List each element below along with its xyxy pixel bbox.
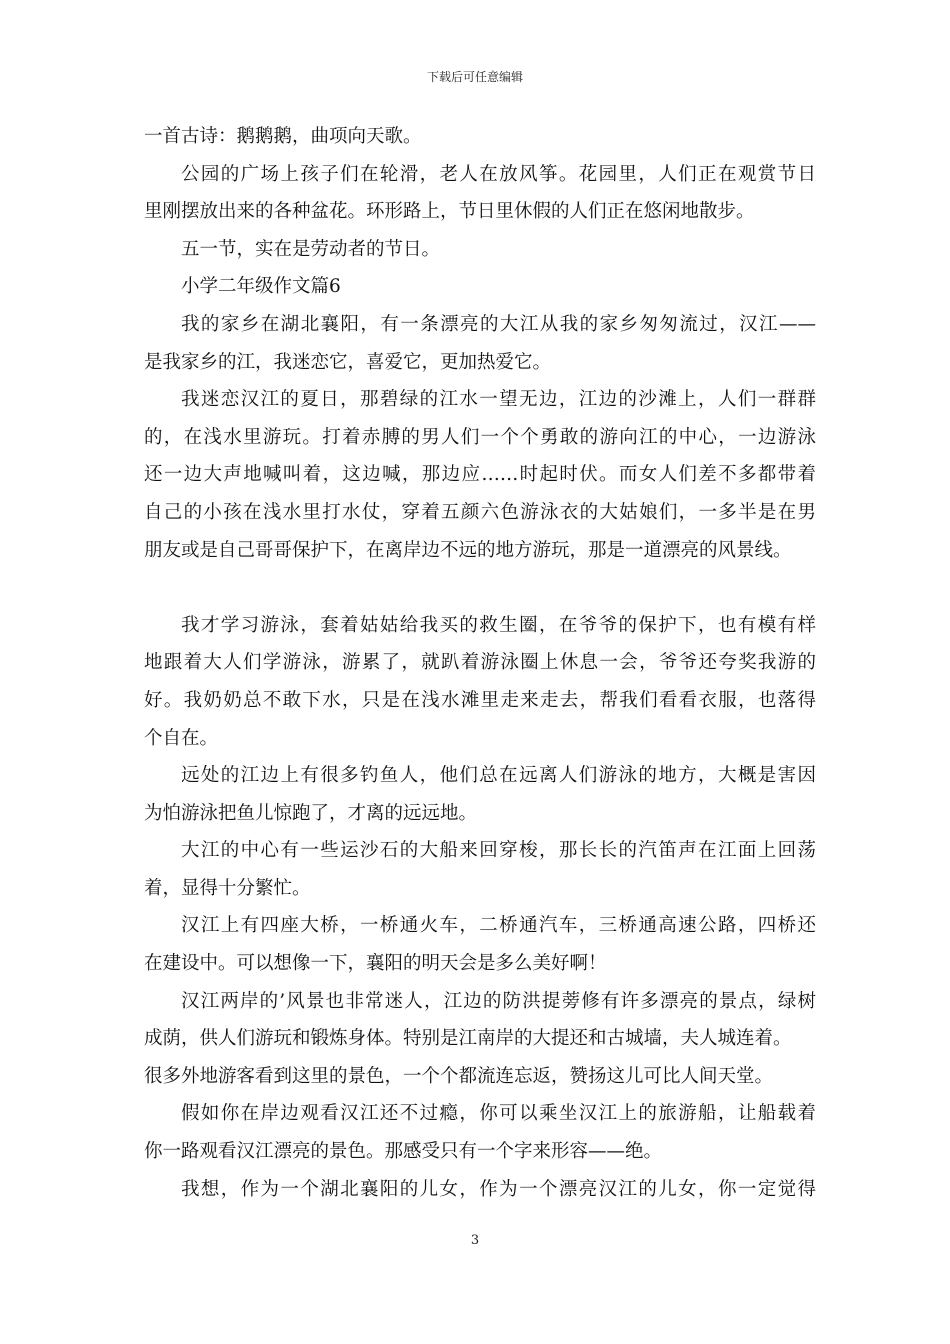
text-line: 我的家乡在湖北襄阳，有一条漂亮的大江从我的家乡匆匆流过，汉江—— [181,313,816,335]
text-line: 的，在浅水里游玩。打着赤膊的男人们一个个勇敢的游向江的中心，一边游泳 [144,426,816,448]
page-header: 下载后可任意编辑 [426,70,523,84]
page-number: 3 [470,1233,480,1248]
text-line: 在建设中。可以想像一下，襄阳的明天会是多么美好啊！ [144,953,607,975]
text-line: 为怕游泳把鱼儿惊跑了，才离的远远地。 [144,802,478,824]
text-line: 远处的江边上有很多钓鱼人，他们总在远离人们游泳的地方，大概是害因 [181,765,816,787]
text-line: 是我家乡的江，我迷恋它，喜爱它，更加热爱它。 [144,351,552,373]
text-line: 我迷恋汉江的夏日，那碧绿的江水一望无边，江边的沙滩上，人们一群群 [181,389,816,411]
text-line: 你一路观看汉江漂亮的景色。那感受只有一个字来形容——绝。 [144,1141,663,1163]
text-line: 假如你在岸边观看汉江还不过瘾，你可以乘坐汉江上的旅游船，让船载着 [181,1103,816,1125]
text-line: 五一节，实在是劳动者的节日。 [181,238,441,260]
section-title: 小学二年级作文篇6 [181,276,341,298]
paragraph-gap [144,569,816,607]
text-line: 个自在。 [144,727,219,749]
text-line: 我才学习游泳，套着姑姑给我买的救生圈，在爷爷的保护下，也有模有样 [181,614,816,636]
text-line: 公园的广场上孩子们在轮滑，老人在放风筝。花园里，人们正在观赏节日 [181,163,816,185]
text-line: 很多外地游客看到这里的景色，一个个都流连忘返，赞扬这儿可比人间天堂。 [144,1065,774,1087]
text-line: 大江的中心有一些运沙石的大船来回穿梭，那长长的汽笛声在江面上回荡 [181,840,816,862]
text-line: 自己的小孩在浅水里打水仗，穿着五颜六色游泳衣的大姑娘们，一多半是在男 [144,501,816,523]
text-line: 着，显得十分繁忙。 [144,877,311,899]
text-line: 一首古诗：鹅鹅鹅，曲项向天歌。 [144,126,422,147]
text-line: 里刚摆放出来的各种盆花。环形路上，节日里休假的人们正在悠闲地散步。 [144,201,755,223]
text-line: 成荫，供人们游玩和锻炼身体。特别是江南岸的大提还和古城墙，夫人城连着。 [144,1028,792,1050]
text-line: 朋友或是自己哥哥保护下，在离岸边不远的地方游玩，那是一道漂亮的风景线。 [144,539,792,561]
text-line: 还一边大声地喊叫着，这边喊，那边应……时起时伏。而女人们差不多都带着 [144,464,816,486]
document-body [144,118,816,1208]
text-line: 汉江两岸的’风景也非常迷人，江边的防洪提蒡修有许多漂亮的景点，绿树 [181,990,816,1012]
text-line: 好。我奶奶总不敢下水，只是在浅水滩里走来走去，帮我们看看衣服，也落得 [144,689,816,711]
text-line: 我想，作为一个湖北襄阳的儿女，作为一个漂亮汉江的儿女，你一定觉得 [181,1178,816,1200]
text-line: 汉江上有四座大桥，一桥通火车，二桥通汽车，三桥通高速公路，四桥还 [181,915,816,937]
text-line: 地跟着大人们学游泳，游累了，就趴着游泳圈上休息一会，爷爷还夸奖我游的 [144,652,816,674]
